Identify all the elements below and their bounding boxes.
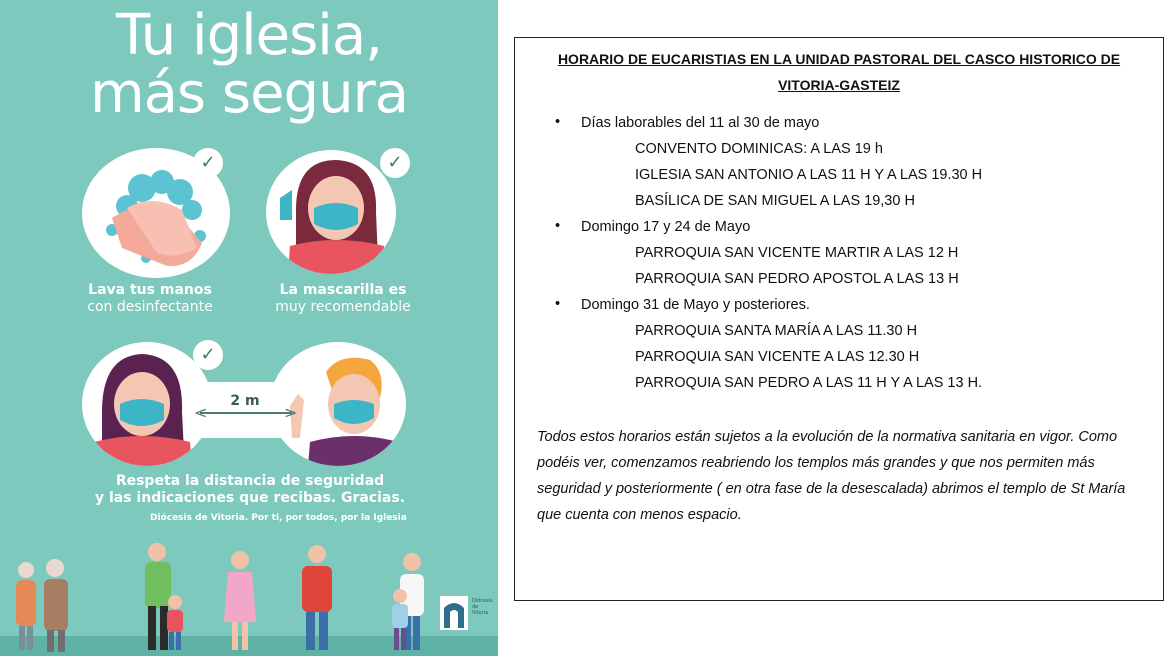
tip3-caption-line2: y las indicaciones que recibas. Gracias. [94,490,406,506]
disclaimer-note: Todos estos horarios están sujetos a la evolución de la normativa sanitaria en vigor. Como podéis ver, comenzamos reabriendo los templos más grandes y que nos permiten más seguridad y posteriormente ( en otra fase de la desescalada) abrimos el templo de St María que cuenta con menos espacio. [537,429,1126,523]
bullet-icon: • [555,296,561,312]
schedule-item: PARROQUIA SAN PEDRO APOSTOL A LAS 13 H [635,271,959,287]
schedule-item: CONVENTO DOMINICAS: A LAS 19 h [635,141,883,157]
poster-tagline: Diócesis de Vitoria. Por ti, por todos, por la Iglesia [150,513,407,523]
schedule-item: IGLESIA SAN ANTONIO A LAS 11 H Y A LAS 19.30 H [635,167,983,183]
schedule-item: PARROQUIA SAN VICENTE MARTIR A LAS 12 H [635,245,959,261]
tip1-caption [60,282,240,316]
tip2-caption [258,282,428,316]
tip3-caption [70,473,430,507]
section-heading: Domingo 31 de Mayo y posteriores. [581,297,810,313]
tip1-caption-line2: con desinfectante [87,299,213,315]
schedule-item: PARROQUIA SANTA MARÍA A LAS 11.30 H [635,323,918,339]
schedule-item: PARROQUIA SAN VICENTE A LAS 12.30 H [635,349,920,365]
people-group-illustration [0,540,440,656]
tip2-caption-line1: La mascarilla es [279,282,407,298]
arrow-left-icon: < [194,403,208,422]
bullet-icon: • [555,218,561,234]
schedule-document [514,37,1164,601]
diocese-logo-text: Diócesis de Vitoria [472,598,493,616]
document-title [515,46,1163,98]
checkmark-icon: ✓ [193,148,223,178]
woman-with-mask-illustration [82,342,212,466]
document-title-line2: VITORIA-GASTEIZ [778,77,900,93]
bullet-icon: • [555,114,561,130]
distance-label: 2 m [230,393,260,409]
tip2-caption-line2: muy recomendable [275,299,411,315]
distance-arrow-line [200,412,292,414]
tip1-caption-line1: Lava tus manos [88,282,212,298]
diocese-logo [440,596,468,630]
checkmark-icon: ✓ [380,148,410,178]
poster-image [0,0,498,656]
poster-title-line2: más segura [90,61,408,126]
checkmark-icon: ✓ [193,340,223,370]
schedule-item: PARROQUIA SAN PEDRO A LAS 11 H Y A LAS 13 H. [635,375,983,391]
tip3-caption-line1: Respeta la distancia de seguridad [115,473,385,489]
arrow-right-icon: > [284,403,298,422]
schedule-item: BASÍLICA DE SAN MIGUEL A LAS 19,30 H [635,193,915,209]
mask-illustration [266,150,396,274]
document-title-line1: HORARIO DE EUCARISTIAS EN LA UNIDAD PASTORAL DEL CASCO HISTORICO DE [557,51,1121,67]
section-heading: Domingo 17 y 24 de Mayo [581,219,751,235]
section-heading: Días laborables del 11 al 30 de mayo [581,115,820,131]
poster-title-line1: Tu iglesia, [116,3,382,68]
